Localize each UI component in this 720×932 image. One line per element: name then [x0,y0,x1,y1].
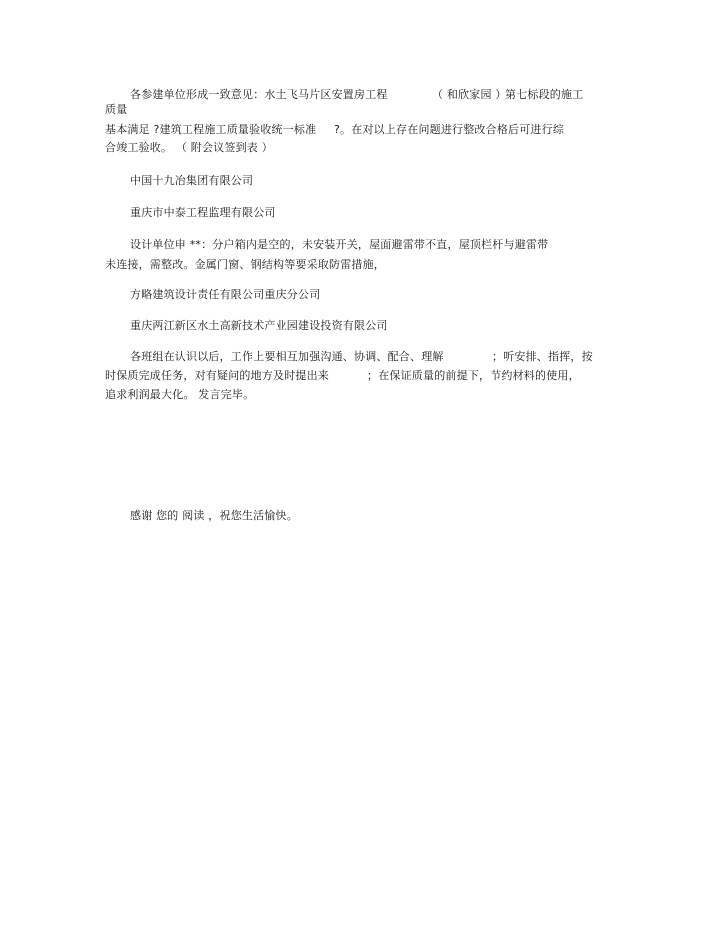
company-name-2: 重庆市中泰工程监理有限公司 [130,206,276,219]
teams-line-1a: 各班组在认识以后，工作上要相互加强沟通、协调、配合、理解 [130,350,444,363]
opinion-line-1a: 各参建单位形成一致意见：水土飞马片区安置房工程 [130,88,388,101]
design-line-1: 设计单位申 **：分户箱内是空的，未安装开关，屋面避雷带不直，屋顶栏杆与避雷带 [130,238,549,251]
opinion-line-3b: ?。在对以上存在问题进行整改合格后可进行综 [334,123,565,136]
teams-line-3: 追求利润最大化。 发言完毕。 [105,388,255,401]
company-name-4: 重庆两江新区水土高新技术产业园建设投资有限公司 [130,319,388,332]
company-name-1: 中国十九冶集团有限公司 [130,174,254,187]
opinion-line-3a: 基本满足 ?建筑工程施工质量验收统一标准 [105,123,317,136]
opinion-line-2: 质量 [105,103,128,116]
company-name-3: 方略建筑设计责任有限公司重庆分公司 [130,288,321,301]
design-line-2: 未连接，需整改。金属门窗、钢结构等要采取防雷措施， [105,258,385,271]
opinion-line-1c: 第七标段的施工 [505,88,584,101]
opinion-line-4: 合竣工验收。 （ 附会议签到表 ） [105,141,273,154]
teams-line-2b: ；在保证质量的前提下，节约材料的使用， [367,369,580,382]
opinion-line-1b: （ 和欣家园 ） [432,88,507,101]
teams-line-2a: 时保质完成任务，对有疑问的地方及时提出来 [105,369,329,382]
teams-line-1b: ；听安排、指挥，按 [492,350,593,363]
closing-line: 感谢 您的 阅读 ，祝您生活愉快。 [130,509,298,522]
